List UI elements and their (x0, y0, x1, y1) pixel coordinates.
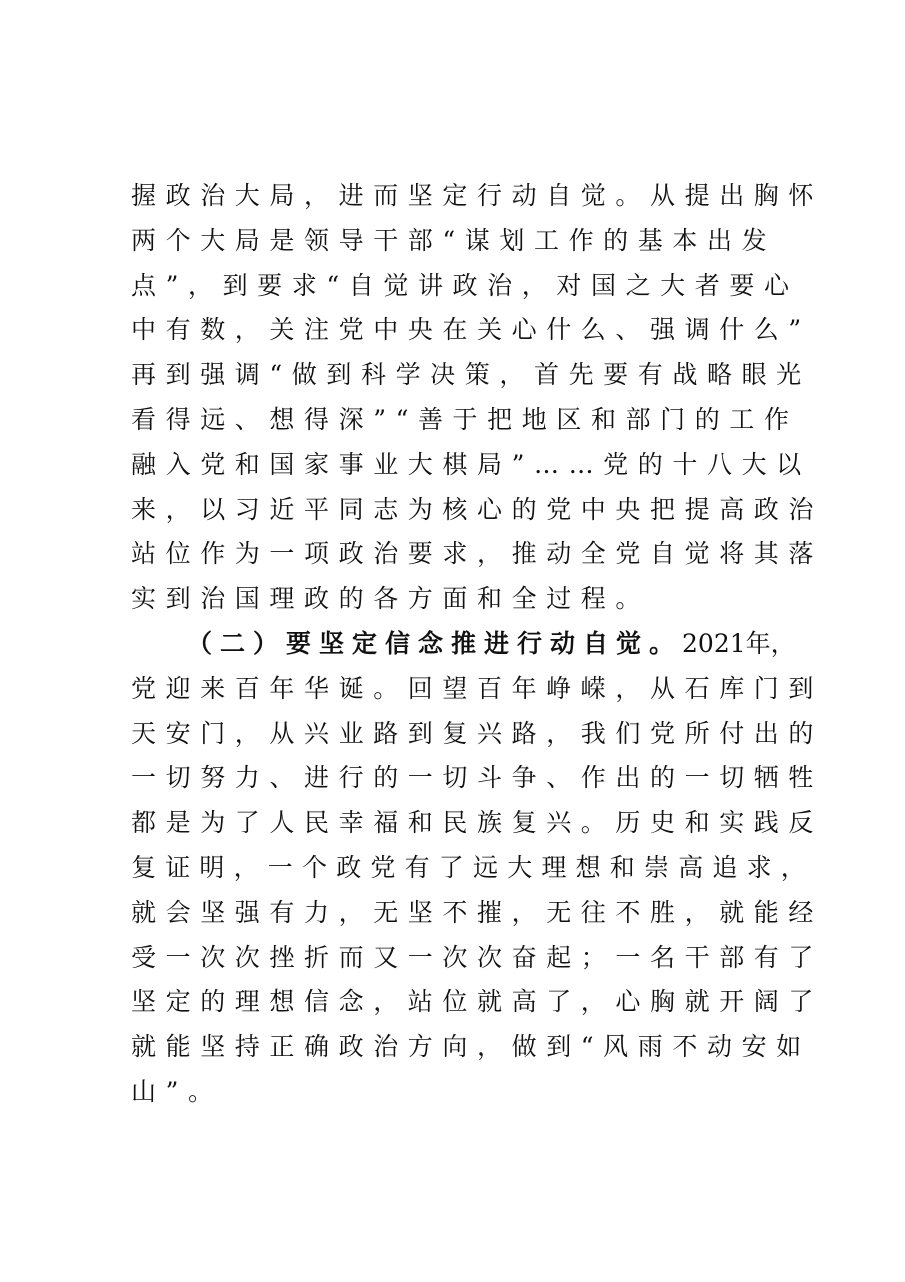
paragraph-2-line-10: 山”。 (131, 1076, 223, 1106)
paragraph-1-line-10: 实到治国理政的各方面和全过程。 (131, 584, 651, 614)
document-body (131, 174, 824, 1115)
paragraph-1-line-4: 中有数，关注党中央在关心什么、强调什么” (131, 315, 811, 345)
paragraph-1-line-8: 来，以习近平同志为核心的党中央把提高政治 (131, 494, 824, 524)
paragraph-1 (131, 174, 824, 622)
paragraph-1-line-9: 站位作为一项政治要求，推动全党自觉将其落 (131, 539, 824, 569)
paragraph-2-line-6: 就会坚强有力，无坚不摧，无往不胜，就能经 (131, 897, 824, 927)
paragraph-2-line-9: 就能坚持正确政治方向，做到“风雨不动安如 (131, 1032, 811, 1062)
paragraph-1-line-1: 握政治大局，进而坚定行动自觉。从提出胸怀 (131, 181, 824, 210)
paragraph-1-line-7: 融入党和国家事业大棋局”……党的十八大以 (131, 449, 811, 479)
paragraph-2-line-2: 天安门，从兴业路到复兴路，我们党所付出的 (131, 718, 824, 748)
paragraph-1-line-5: 再到强调“做到科学决策，首先要有战略眼光 (131, 360, 811, 390)
paragraph-1-line-6: 看得远、想得深”“善于把地区和部门的工作 (131, 404, 799, 434)
section-heading: （二）要坚定信念推进行动自觉。 (187, 628, 683, 658)
section-heading-tail: 2021年， (682, 628, 796, 658)
paragraph-2-line-5: 复证明，一个政党有了远大理想和崇高追求， (131, 852, 816, 882)
paragraph-2-line-1: 党迎来百年华诞。回望百年峥嵘，从石库门到 (131, 673, 824, 703)
paragraph-1-line-2: 两个大局是领导干部“谋划工作的基本出发 (131, 225, 777, 255)
section-heading-line (131, 622, 796, 667)
paragraph-2-line-4: 都是为了人民幸福和民族复兴。历史和实践反 (131, 808, 824, 838)
paragraph-2 (131, 622, 824, 1115)
paragraph-2-line-8: 坚定的理想信念，站位就高了，心胸就开阔了 (131, 987, 824, 1017)
paragraph-1-line-3: 点”，到要求“自觉讲政治，对国之大者要心 (131, 270, 799, 300)
paragraph-2-line-3: 一切努力、进行的一切斗争、作出的一切牺牲 (131, 763, 824, 793)
paragraph-2-line-7: 受一次次挫折而又一次次奋起；一名干部有了 (131, 942, 824, 972)
